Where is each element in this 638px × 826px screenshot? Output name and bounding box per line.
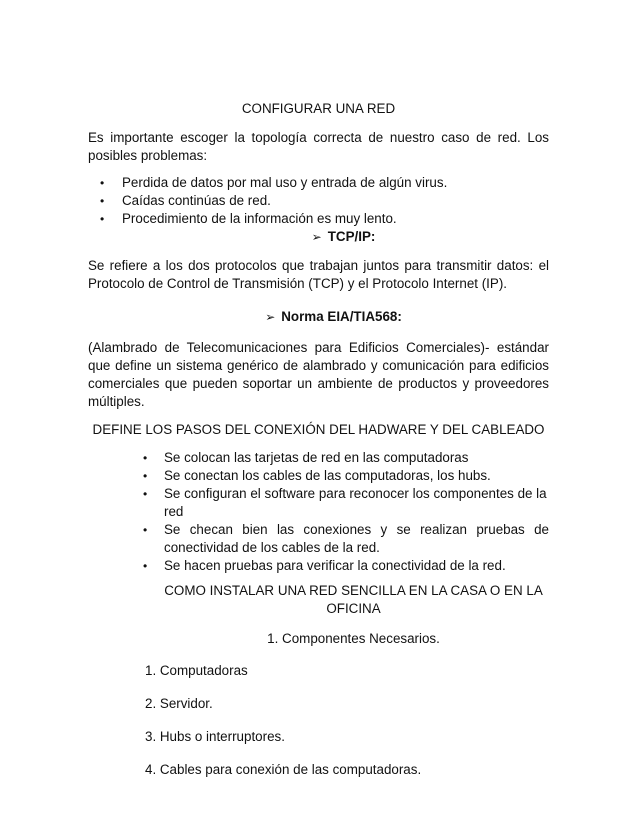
bullet-icon: • [143,487,148,501]
problem-text: Caídas continúas de red. [122,193,271,208]
componentes-subheading: 1. Componentes Necesarios. [267,631,440,646]
problem-text: Procedimiento de la información es muy lento. [122,211,397,226]
instalar-heading-line1: COMO INSTALAR UNA RED SENCILLA EN LA CASA O EN LA [164,583,543,598]
list-item [140,485,549,521]
bullet-icon: • [143,451,148,465]
paso-text: Se checan bien las conexiones y se realizan pruebas de conectividad de los cables de la red. [164,522,549,555]
paso-text: Se conectan los cables de las computadoras, los hubs. [164,468,491,483]
list-item [140,521,549,557]
list-item [140,557,549,575]
bullet-icon: • [143,559,148,573]
bullet-icon: • [143,523,148,537]
list-item: 2. Servidor. [145,696,213,711]
components-list [145,662,549,779]
bullet-icon: • [100,194,105,208]
paso-text: Se configuran el software para reconocer los componentes de la red [164,486,547,519]
instalar-heading-line2: OFICINA [326,601,381,616]
list-item [88,192,549,210]
tcp-heading [88,228,549,246]
list-item [88,210,549,228]
list-item: 1. Computadoras [145,663,248,678]
norma-heading [88,308,549,326]
document-title: CONFIGURAR UNA RED [241,101,396,116]
tcp-heading-text: TCP/IP: [327,229,376,244]
problems-list [88,174,549,228]
problem-text: Perdida de datos por mal uso y entrada de algún virus. [122,175,448,190]
norma-heading-text: Norma EIA/TIA568: [281,309,402,324]
list-item [140,449,549,467]
list-item [140,467,549,485]
arrow-bullet-icon: ➢ [311,230,322,244]
pasos-heading: DEFINE LOS PASOS DEL CONEXIÓN DEL HADWARE Y DEL CABLEADO [92,422,545,437]
intro-paragraph: Es importante escoger la topología correcta de nuestro caso de red. Los posibles problemas: [88,130,549,163]
paso-text: Se colocan las tarjetas de red en las computadoras [164,450,469,465]
bullet-icon: • [100,176,105,190]
paso-text: Se hacen pruebas para verificar la conectividad de la red. [164,558,506,573]
pasos-list [140,449,549,575]
bullet-icon: • [100,212,105,226]
tcp-paragraph: Se refiere a los dos protocolos que trabajan juntos para transmitir datos: el Protocolo de Control de Transmisión (TCP) y el Protocolo Internet (IP). [88,258,549,291]
list-item: 4. Cables para conexión de las computadoras. [145,762,422,777]
bullet-icon: • [143,469,148,483]
document-page [88,100,549,794]
norma-paragraph: (Alambrado de Telecomunicaciones para Edificios Comerciales)- estándar que define un sistema genérico de alambrado y comunicación para edificios comerciales que pueden soportar un ambiente de productos y proveedores múltiples. [88,340,549,409]
arrow-bullet-icon: ➢ [265,310,276,324]
list-item [88,174,549,192]
list-item: 3. Hubs o interruptores. [145,729,285,744]
